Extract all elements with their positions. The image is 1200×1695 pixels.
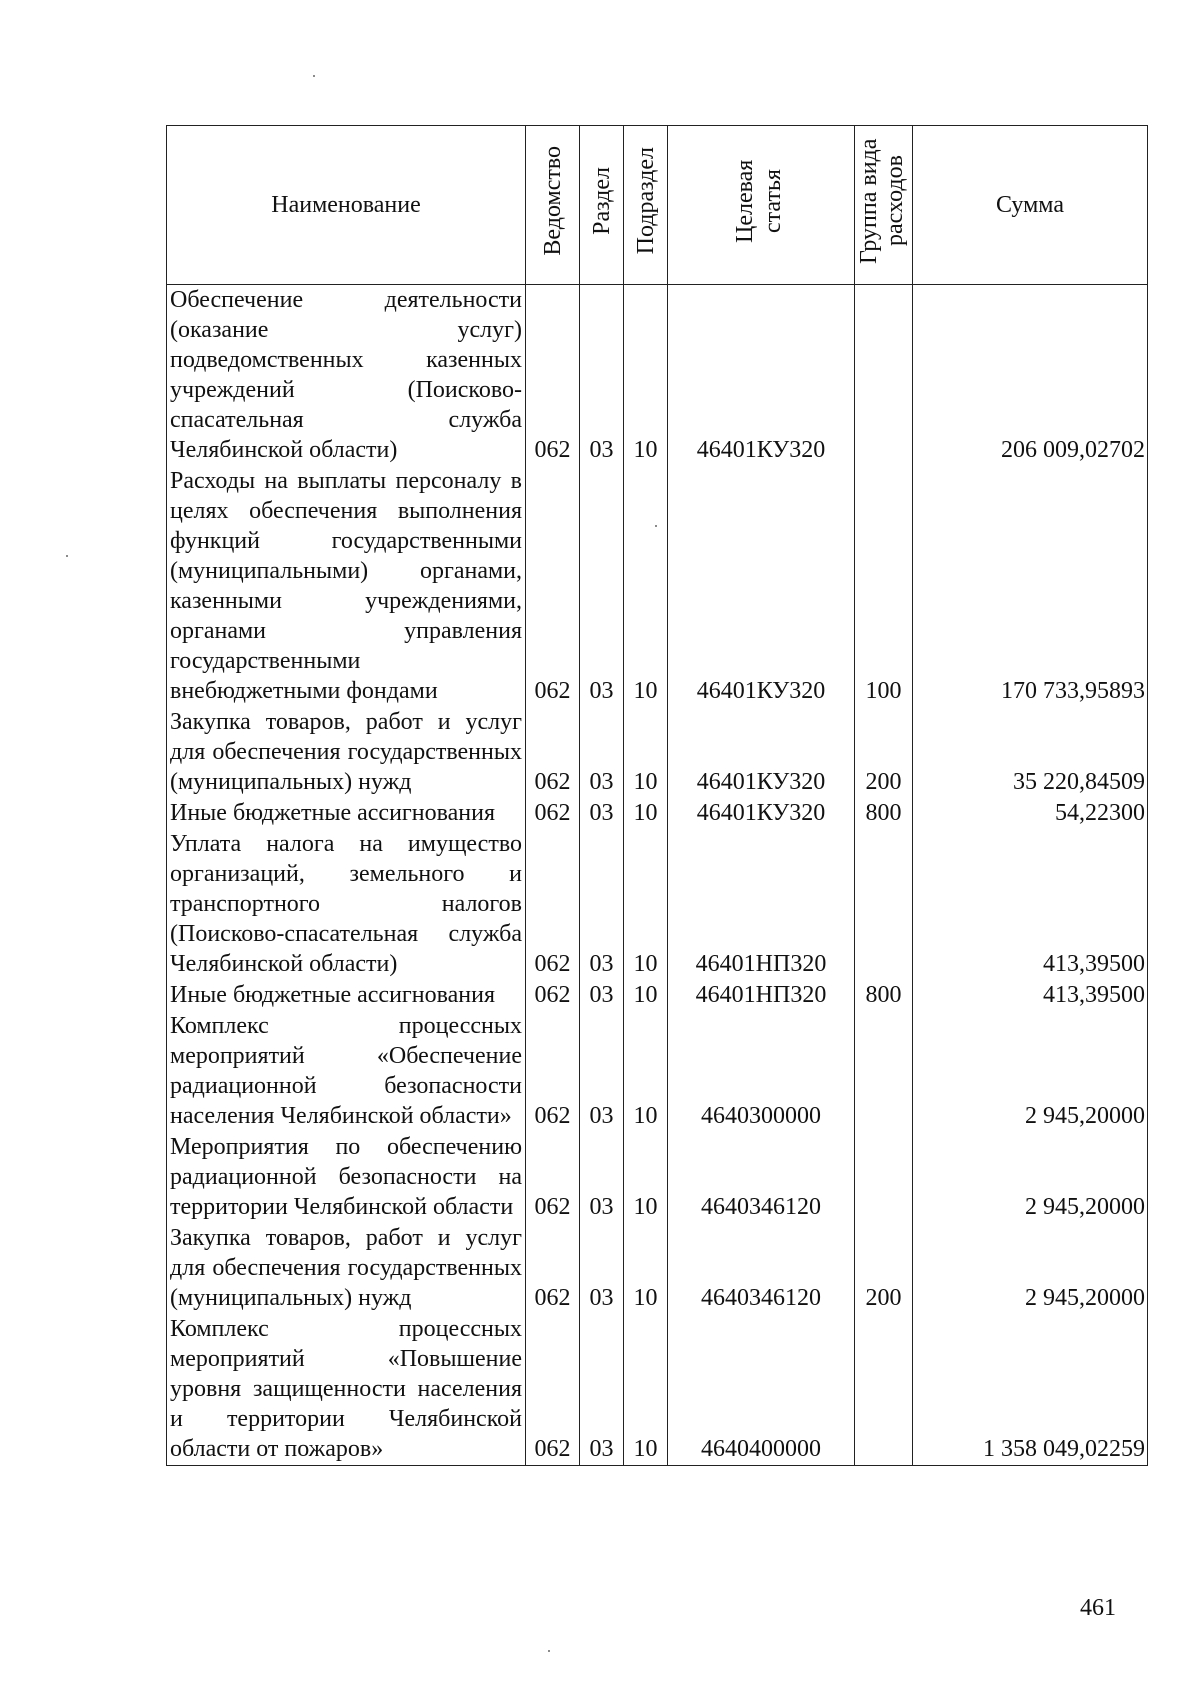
header-name: Наименование xyxy=(167,126,526,285)
row-section: 03 xyxy=(580,285,624,467)
table-row xyxy=(167,707,1148,798)
row-expense-group: 800 xyxy=(855,798,913,829)
row-name: Мероприятия по обеспечению радиационной безопасности на территории Челябинской области xyxy=(167,1132,526,1223)
scan-speck xyxy=(313,75,315,77)
row-expense-group xyxy=(855,829,913,980)
row-amount: 35 220,84509 xyxy=(913,707,1148,798)
row-expense-group xyxy=(855,285,913,467)
row-subsection: 10 xyxy=(624,1132,668,1223)
row-target: 46401КУ320 xyxy=(668,466,855,707)
budget-table xyxy=(166,125,1148,1466)
row-expense-group: 200 xyxy=(855,1223,913,1314)
row-subsection: 10 xyxy=(624,829,668,980)
header-target: Целевая статья xyxy=(668,126,855,285)
row-section: 03 xyxy=(580,466,624,707)
row-expense-group xyxy=(855,1314,913,1466)
row-department: 062 xyxy=(526,829,580,980)
page-number: 461 xyxy=(1080,1595,1116,1621)
table-row xyxy=(167,798,1148,829)
row-department: 062 xyxy=(526,1314,580,1466)
table-row xyxy=(167,285,1148,467)
row-section: 03 xyxy=(580,1132,624,1223)
row-target: 46401КУ320 xyxy=(668,798,855,829)
row-name: Обеспечение деятельности (оказание услуг) подведомственных казенных учреждений (Поисково-спасательная служба Челябинской области) xyxy=(167,285,526,467)
row-section: 03 xyxy=(580,798,624,829)
table-row xyxy=(167,1011,1148,1132)
row-amount: 1 358 049,02259 xyxy=(913,1314,1148,1466)
row-section: 03 xyxy=(580,1223,624,1314)
table-row xyxy=(167,980,1148,1011)
row-expense-group: 200 xyxy=(855,707,913,798)
table-row xyxy=(167,466,1148,707)
row-amount: 2 945,20000 xyxy=(913,1011,1148,1132)
table-row xyxy=(167,1314,1148,1466)
row-name: Иные бюджетные ассигнования xyxy=(167,980,526,1011)
row-section: 03 xyxy=(580,980,624,1011)
row-subsection: 10 xyxy=(624,1223,668,1314)
row-department: 062 xyxy=(526,1223,580,1314)
row-amount: 206 009,02702 xyxy=(913,285,1148,467)
row-target: 4640346120 xyxy=(668,1132,855,1223)
row-amount: 2 945,20000 xyxy=(913,1223,1148,1314)
row-subsection: 10 xyxy=(624,980,668,1011)
row-target: 4640400000 xyxy=(668,1314,855,1466)
row-expense-group: 100 xyxy=(855,466,913,707)
row-name: Иные бюджетные ассигнования xyxy=(167,798,526,829)
row-expense-group: 800 xyxy=(855,980,913,1011)
row-department: 062 xyxy=(526,1011,580,1132)
header-department: Ведомство xyxy=(526,126,580,285)
row-amount: 2 945,20000 xyxy=(913,1132,1148,1223)
row-name: Закупка товаров, работ и услуг для обеспечения государственных (муниципальных) нужд xyxy=(167,1223,526,1314)
row-section: 03 xyxy=(580,829,624,980)
row-target: 46401КУ320 xyxy=(668,285,855,467)
header-section: Раздел xyxy=(580,126,624,285)
table-row xyxy=(167,1132,1148,1223)
header-subsection: Подраздел xyxy=(624,126,668,285)
row-department: 062 xyxy=(526,798,580,829)
row-department: 062 xyxy=(526,285,580,467)
header-expense-group: Группа вида расходов xyxy=(855,126,913,285)
row-subsection: 10 xyxy=(624,466,668,707)
row-department: 062 xyxy=(526,980,580,1011)
row-expense-group xyxy=(855,1011,913,1132)
row-amount: 413,39500 xyxy=(913,980,1148,1011)
table-row xyxy=(167,829,1148,980)
row-name: Расходы на выплаты персоналу в целях обеспечения выполнения функций государственными (муниципальными) органами, казенными учреждениями, органами управления государственными внебюджетными фондами xyxy=(167,466,526,707)
row-section: 03 xyxy=(580,1314,624,1466)
row-target: 4640300000 xyxy=(668,1011,855,1132)
row-expense-group xyxy=(855,1132,913,1223)
row-name: Комплекс процессных мероприятий «Повышение уровня защищенности населения и территории Челябинской области от пожаров» xyxy=(167,1314,526,1466)
row-section: 03 xyxy=(580,1011,624,1132)
row-name: Комплекс процессных мероприятий «Обеспечение радиационной безопасности населения Челябинской области» xyxy=(167,1011,526,1132)
row-name: Закупка товаров, работ и услуг для обеспечения государственных (муниципальных) нужд xyxy=(167,707,526,798)
scan-speck xyxy=(548,1650,550,1652)
row-subsection: 10 xyxy=(624,1314,668,1466)
row-amount: 54,22300 xyxy=(913,798,1148,829)
row-subsection: 10 xyxy=(624,1011,668,1132)
row-amount: 413,39500 xyxy=(913,829,1148,980)
row-amount: 170 733,95893 xyxy=(913,466,1148,707)
row-subsection: 10 xyxy=(624,285,668,467)
row-department: 062 xyxy=(526,707,580,798)
table-header-row xyxy=(167,126,1148,285)
header-amount: Сумма xyxy=(913,126,1148,285)
row-target: 4640346120 xyxy=(668,1223,855,1314)
row-section: 03 xyxy=(580,707,624,798)
row-department: 062 xyxy=(526,466,580,707)
row-department: 062 xyxy=(526,1132,580,1223)
row-target: 46401КУ320 xyxy=(668,707,855,798)
row-name: Уплата налога на имущество организаций, земельного и транспортного налогов (Поисково-спасательная служба Челябинской области) xyxy=(167,829,526,980)
row-target: 46401НП320 xyxy=(668,980,855,1011)
scan-speck xyxy=(66,555,68,557)
table-row xyxy=(167,1223,1148,1314)
row-subsection: 10 xyxy=(624,707,668,798)
row-target: 46401НП320 xyxy=(668,829,855,980)
row-subsection: 10 xyxy=(624,798,668,829)
